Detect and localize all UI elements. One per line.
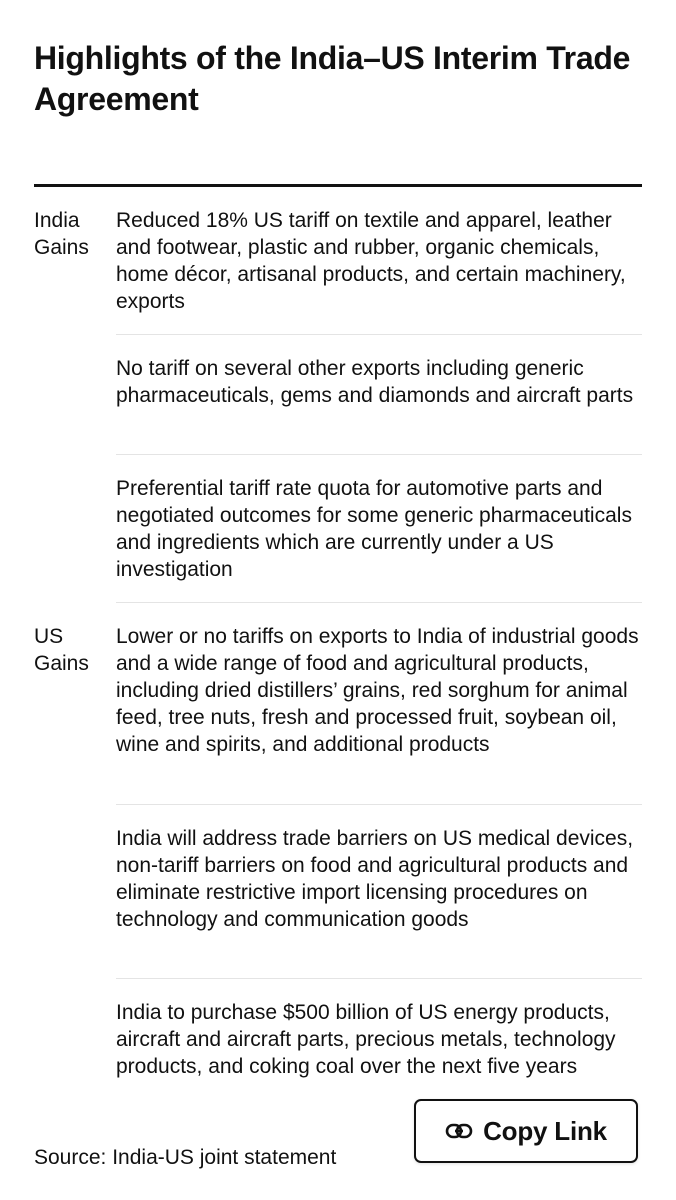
row-text: India will address trade barriers on US medical devices, non-tariff barriers on food and agricultural products and eliminate restrictive import licensing procedures on technology and communication goods (116, 827, 634, 931)
page-title: Highlights of the India–US Interim Trade Agreement (34, 40, 631, 117)
table-row (34, 603, 642, 805)
table-row (34, 335, 642, 455)
source-note: Source: India-US joint statement (34, 1146, 337, 1169)
table-row (34, 187, 642, 335)
highlights-table (34, 187, 642, 1109)
copy-link-label: Copy Link (483, 1115, 607, 1146)
row-label: US Gains (34, 625, 89, 675)
link-icon (445, 1122, 473, 1140)
row-text: India to purchase $500 billion of US energy products, aircraft and aircraft parts, precious metals, technology products, and coking coal over the next five years (116, 1001, 616, 1078)
table-row (34, 979, 642, 1109)
row-label (34, 335, 116, 355)
row-text: Lower or no tariffs on exports to India of industrial goods and a wide range of food and agricultural products, including dried distillers’ grains, red sorghum for animal feed, tree nuts, fresh and processed fruit, soybean oil, wine and spirits, and additional products (116, 625, 639, 756)
row-label: India Gains (34, 209, 89, 259)
table-row (34, 805, 642, 979)
row-label (34, 805, 116, 825)
row-text: Reduced 18% US tariff on textile and apparel, leather and footwear, plastic and rubber, organic chemicals, home décor, artisanal products, and certain machinery, exports (116, 209, 626, 313)
copy-link-button[interactable] (414, 1099, 638, 1163)
row-label (34, 979, 116, 999)
table-row (34, 455, 642, 603)
row-label (34, 455, 116, 475)
row-text: No tariff on several other exports including generic pharmaceuticals, gems and diamonds and aircraft parts (116, 357, 634, 407)
row-text: Preferential tariff rate quota for automotive parts and negotiated outcomes for some generic pharmaceuticals and ingredients which are currently under a US investigation (116, 477, 632, 581)
